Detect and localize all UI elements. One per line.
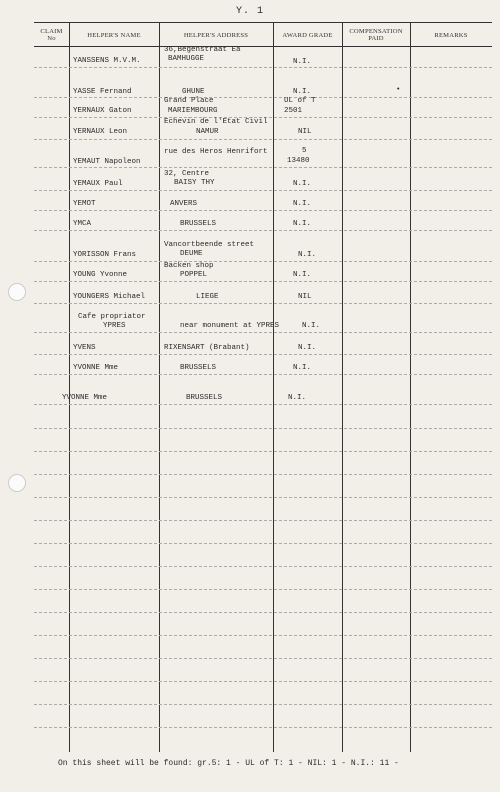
row-rule (34, 612, 492, 613)
helper-name: YERNAUX Gaton (73, 107, 132, 115)
award-grade: N.I. (298, 251, 317, 259)
row-rule (34, 658, 492, 659)
page-number: Y. 1 (235, 6, 264, 17)
helper-name: YEMOT (73, 200, 96, 208)
helper-name: YASSE Fernand (73, 88, 132, 96)
helper-name: Cafe propriator (78, 313, 146, 321)
award-grade: UL of T (284, 97, 316, 105)
helper-address-line: rue des Heros Henrifort (164, 148, 268, 156)
helper-address-line: NAMUR (196, 128, 219, 136)
table-top-rule (34, 22, 492, 23)
row-rule (34, 543, 492, 544)
column-divider (69, 22, 70, 752)
column-divider (410, 22, 411, 752)
helper-address-line: BAISY THY (174, 179, 215, 187)
helper-address-line: RIXENSART (Brabant) (164, 344, 250, 352)
binder-hole (8, 474, 26, 492)
row-rule (34, 520, 492, 521)
helper-name: YORISSON Frans (73, 251, 137, 259)
helper-name: YOUNGERS Michael (73, 293, 146, 301)
row-rule (34, 497, 492, 498)
row-rule (34, 261, 492, 262)
helper-address-line: MARIEMBOURG (168, 107, 218, 115)
helper-address-line: 32, Centre (164, 170, 210, 178)
helper-address-line: BRUSSELS (180, 364, 217, 372)
helper-name: YEMAUT Napoleon (73, 158, 141, 166)
row-rule (34, 404, 492, 405)
award-grade: N.I. (293, 220, 312, 228)
row-rule (34, 281, 492, 282)
helper-name: YOUNG Yvonne (73, 271, 128, 279)
helper-address-line: LIEGE (196, 293, 219, 301)
row-rule (34, 727, 492, 728)
sheet-summary: On this sheet will be found: gr.5: 1 - UL of T: 1 - NIL: 1 - N.I.: 11 - (58, 759, 399, 768)
helper-name: YVENS (73, 344, 96, 352)
header-helper-address: HELPER'S ADDRESS (183, 31, 249, 39)
row-rule (34, 428, 492, 429)
award-grade: NIL (298, 128, 312, 136)
helper-address-line: near monument at YPRES (180, 322, 280, 330)
column-divider (273, 22, 274, 752)
row-rule (34, 67, 492, 68)
helper-address-line: ANVERS (170, 200, 198, 208)
award-grade: 5 (302, 147, 307, 155)
column-divider (342, 22, 343, 752)
header-claim: CLAIM No (40, 28, 63, 42)
helper-address-line: Backen shop (164, 262, 214, 270)
header-compensation: COMPENSATION PAID (349, 28, 403, 42)
award-grade-detail: 13480 (287, 157, 310, 165)
row-rule (34, 303, 492, 304)
helper-address-line: GHUNE (182, 88, 205, 96)
award-grade: N.I. (293, 180, 312, 188)
helper-address-line: 36,Begenstraat Ea (164, 46, 241, 54)
header-helper-name: HELPER'S NAME (87, 31, 141, 39)
award-grade: N.I. (293, 200, 312, 208)
row-rule (34, 97, 492, 98)
helper-name: YMCA (73, 220, 92, 228)
helper-address-line: BRUSSELS (180, 220, 217, 228)
row-rule (34, 635, 492, 636)
row-rule (34, 374, 492, 375)
helper-name: YANSSENS M.V.M. (73, 57, 141, 65)
row-rule (34, 210, 492, 211)
row-rule (34, 139, 492, 140)
row-rule (34, 332, 492, 333)
row-rule (34, 190, 492, 191)
row-rule (34, 589, 492, 590)
award-grade: N.I. (293, 271, 312, 279)
award-grade: N.I. (302, 322, 321, 330)
helper-address-line: BAMHUGGE (168, 55, 205, 63)
award-grade: N.I. (298, 344, 317, 352)
award-grade: N.I. (293, 58, 312, 66)
header-bottom-rule (34, 46, 492, 47)
row-rule (34, 167, 492, 168)
row-rule (34, 354, 492, 355)
helper-address-line: POPPEL (180, 271, 208, 279)
award-grade: NIL (298, 293, 312, 301)
row-rule (34, 451, 492, 452)
row-rule (34, 704, 492, 705)
row-rule (34, 566, 492, 567)
helper-name: YVONNE Mme (62, 394, 108, 402)
column-divider (159, 22, 160, 752)
binder-hole (8, 283, 26, 301)
award-grade: N.I. (293, 88, 312, 96)
remark-mark: • (396, 86, 401, 94)
award-grade: N.I. (288, 394, 307, 402)
award-grade: N.I. (293, 364, 312, 372)
row-rule (34, 681, 492, 682)
row-rule (34, 230, 492, 231)
helper-address-line: Grand Place (164, 97, 214, 105)
helper-name: YEMAUX Paul (73, 180, 123, 188)
helper-address-line: Echevin de l'Etat Civil (164, 118, 268, 126)
award-grade-detail: 2501 (284, 107, 303, 115)
helper-address-line: BRUSSELS (186, 394, 223, 402)
helper-name: YPRES (103, 322, 126, 330)
header-award-grade: AWARD GRADE (282, 31, 333, 39)
row-rule (34, 474, 492, 475)
helper-name: YERNAUX Leon (73, 128, 128, 136)
helper-address-line: Vancortbeende street (164, 241, 255, 249)
header-remarks: REMARKS (434, 31, 468, 39)
helper-name: YVONNE Mme (73, 364, 119, 372)
helper-address-line: DEUME (180, 250, 203, 258)
